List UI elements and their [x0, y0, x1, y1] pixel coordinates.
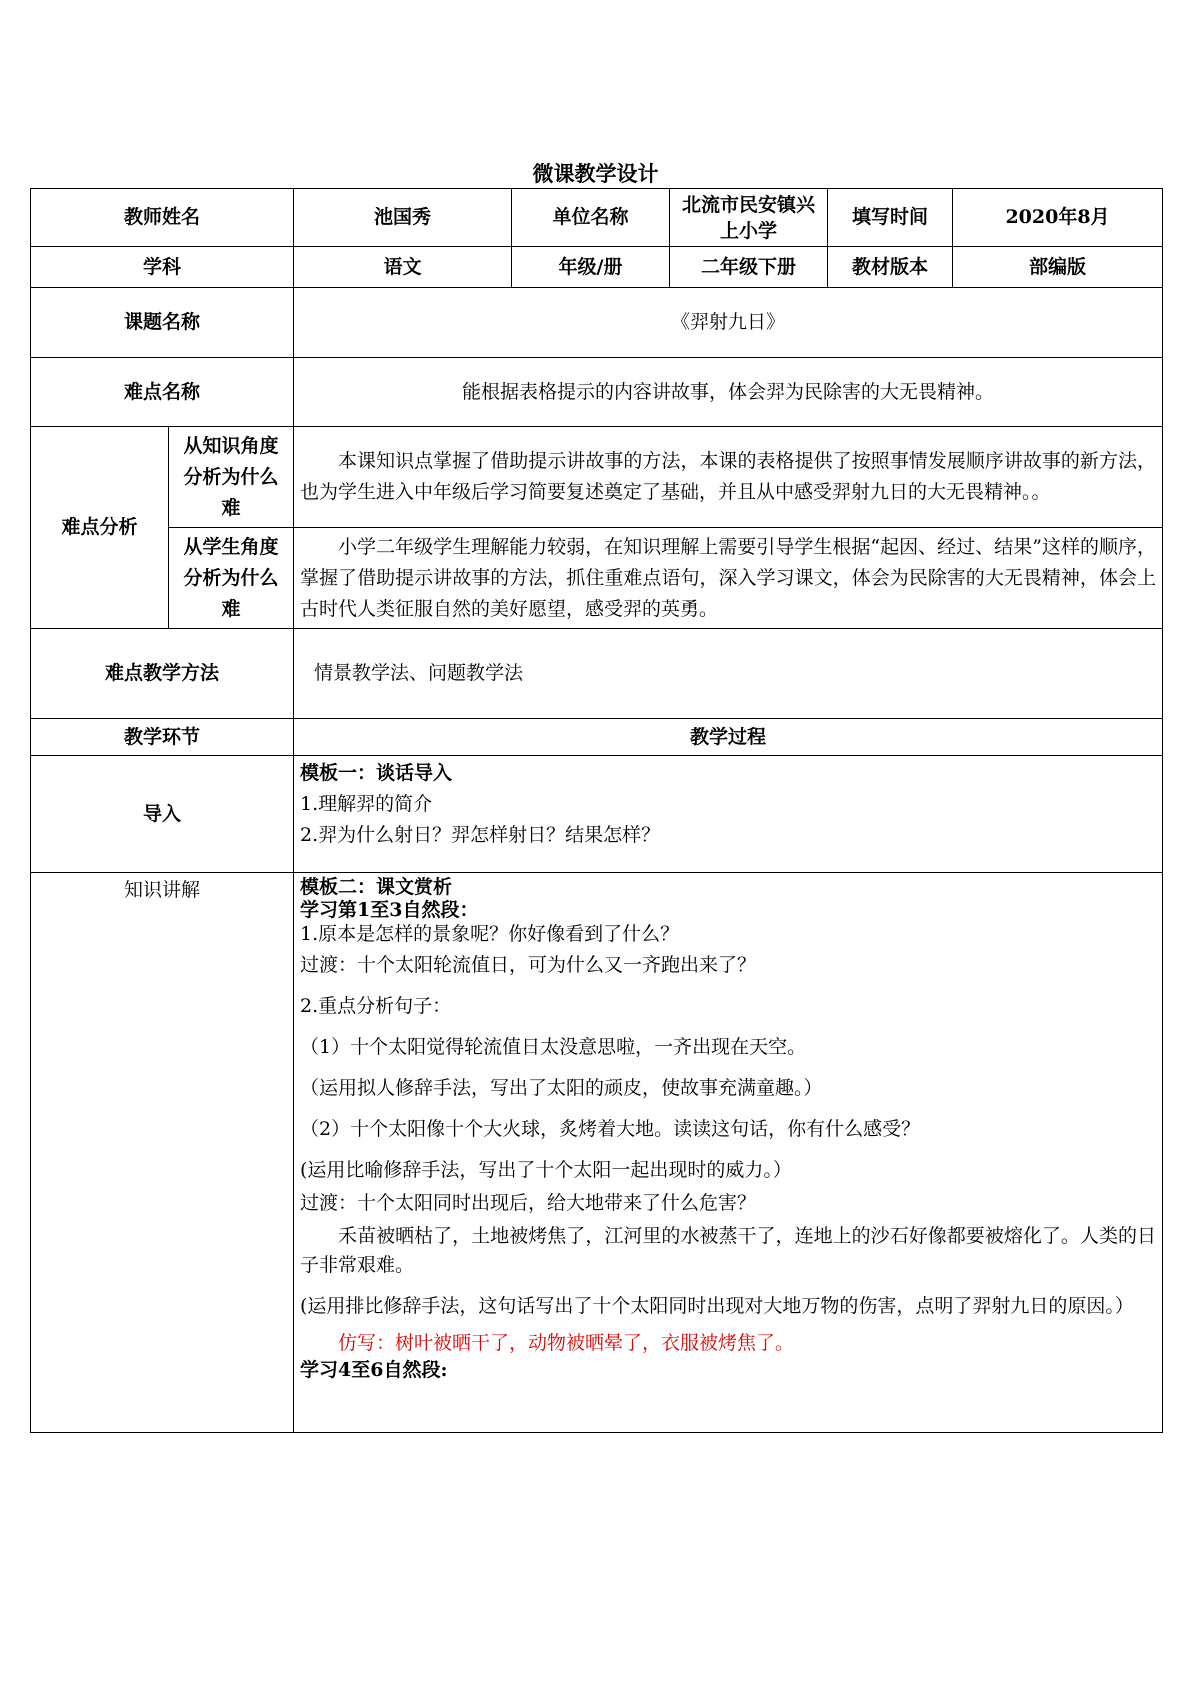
time-value: 2020年8月: [953, 189, 1163, 247]
knowledge-line: 过渡：十个太阳轮流值日，可为什么又一齐跑出来了？: [300, 954, 757, 976]
analysis-student-label: 从学生角度分析为什么难: [169, 528, 294, 629]
teacher-label: 教师姓名: [31, 189, 294, 247]
analysis-knowledge-text: 本课知识点掌握了借助提示讲故事的方法，本课的表格提供了按照事情发展顺序讲故事的新方法，也为学生进入中年级后学习简要复述奠定了基础，并且从中感受羿射九日的大无畏精神。。: [294, 427, 1163, 528]
knowledge-line: 2.重点分析句子：: [300, 995, 452, 1017]
edition-label: 教材版本: [828, 247, 953, 288]
intro-line: 1.理解羿的简介: [300, 793, 433, 815]
grade-label: 年级/册: [512, 247, 670, 288]
analysis-student-text: 小学二年级学生理解能力较弱，在知识理解上需要引导学生根据“起因、经过、结果”这样的顺序，掌握了借助提示讲故事的方法，抓住重难点语句，深入学习课文，体会为民除害的大无畏精神，体会上古时代人类征服自然的美好愿望，感受羿的英勇。: [294, 528, 1163, 629]
knowledge-line: （1）十个太阳觉得轮流值日太没意思啦，一齐出现在天空。: [300, 1036, 807, 1058]
table-row: [31, 288, 1163, 358]
difficulty-value: 能根据表格提示的内容讲故事，体会羿为民除害的大无畏精神。: [294, 358, 1163, 427]
analysis-label: 难点分析: [31, 427, 169, 629]
intro-line: 2.羿为什么射日？羿怎样射日？结果怎样？: [300, 824, 661, 846]
difficulty-label: 难点名称: [31, 358, 294, 427]
knowledge-section: 学习4至6自然段:: [300, 1359, 448, 1381]
table-row: [31, 629, 1163, 719]
knowledge-line: 1.原本是怎样的景象呢？你好像看到了什么？: [300, 923, 680, 945]
intro-label: 导入: [31, 756, 294, 873]
knowledge-template: 模板二：课文赏析: [300, 876, 453, 898]
edition-value: 部编版: [953, 247, 1163, 288]
method-label: 难点教学方法: [31, 629, 294, 719]
lesson-design-table: [30, 188, 1163, 1433]
page-title: 微课教学设计: [532, 161, 659, 186]
knowledge-section: 学习第1至3自然段：: [300, 899, 479, 921]
stage-header: 教学环节: [31, 719, 294, 756]
knowledge-label: [31, 873, 294, 1433]
method-value: 情景教学法、问题教学法: [294, 629, 1163, 719]
topic-label: 课题名称: [31, 288, 294, 358]
knowledge-line: (运用排比修辞手法，这句话写出了十个太阳同时出现对大地万物的伤害，点明了羿射九日的原因。）: [300, 1295, 1134, 1317]
intro-line: 模板一：谈话导入: [300, 762, 453, 784]
table-row: [31, 719, 1163, 756]
topic-value: 《羿射九日》: [294, 288, 1163, 358]
knowledge-content: [294, 873, 1163, 1433]
knowledge-line: （2）十个太阳像十个大火球，炙烤着大地。读读这句话，你有什么感受？: [300, 1118, 921, 1140]
grade-value: 二年级下册: [670, 247, 828, 288]
intro-content: [294, 756, 1163, 873]
lesson-design-table-wrapper: [30, 188, 1162, 1433]
knowledge-imitation: 仿写：树叶被晒干了，动物被晒晕了，衣服被烤焦了。: [338, 1332, 795, 1354]
knowledge-line: (运用比喻修辞手法，写出了十个太阳一起出现时的威力。）: [300, 1159, 792, 1181]
table-row: [31, 247, 1163, 288]
analysis-knowledge-label: 从知识角度分析为什么难: [169, 427, 294, 528]
teacher-value: 池国秀: [294, 189, 512, 247]
knowledge-passage: 禾苗被晒枯了，土地被烤焦了，江河里的水被蒸干了，连地上的沙石好像都要被熔化了。人类的日子非常艰难。: [300, 1225, 1157, 1276]
unit-value: 北流市民安镇兴上小学: [670, 189, 828, 247]
subject-label: 学科: [31, 247, 294, 288]
table-row: [31, 756, 1163, 873]
table-row: [31, 873, 1163, 1433]
knowledge-line: （运用拟人修辞手法，写出了太阳的顽皮，使故事充满童趣。）: [300, 1077, 823, 1099]
process-header: 教学过程: [294, 719, 1163, 756]
table-row: [31, 427, 1163, 528]
subject-value: 语文: [294, 247, 512, 288]
knowledge-label-text: 知识讲解: [124, 879, 201, 901]
table-row: [31, 189, 1163, 247]
table-row: [31, 528, 1163, 629]
knowledge-line: 过渡：十个太阳同时出现后，给大地带来了什么危害？: [300, 1192, 757, 1214]
table-row: [31, 358, 1163, 427]
time-label: 填写时间: [828, 189, 953, 247]
unit-label: 单位名称: [512, 189, 670, 247]
